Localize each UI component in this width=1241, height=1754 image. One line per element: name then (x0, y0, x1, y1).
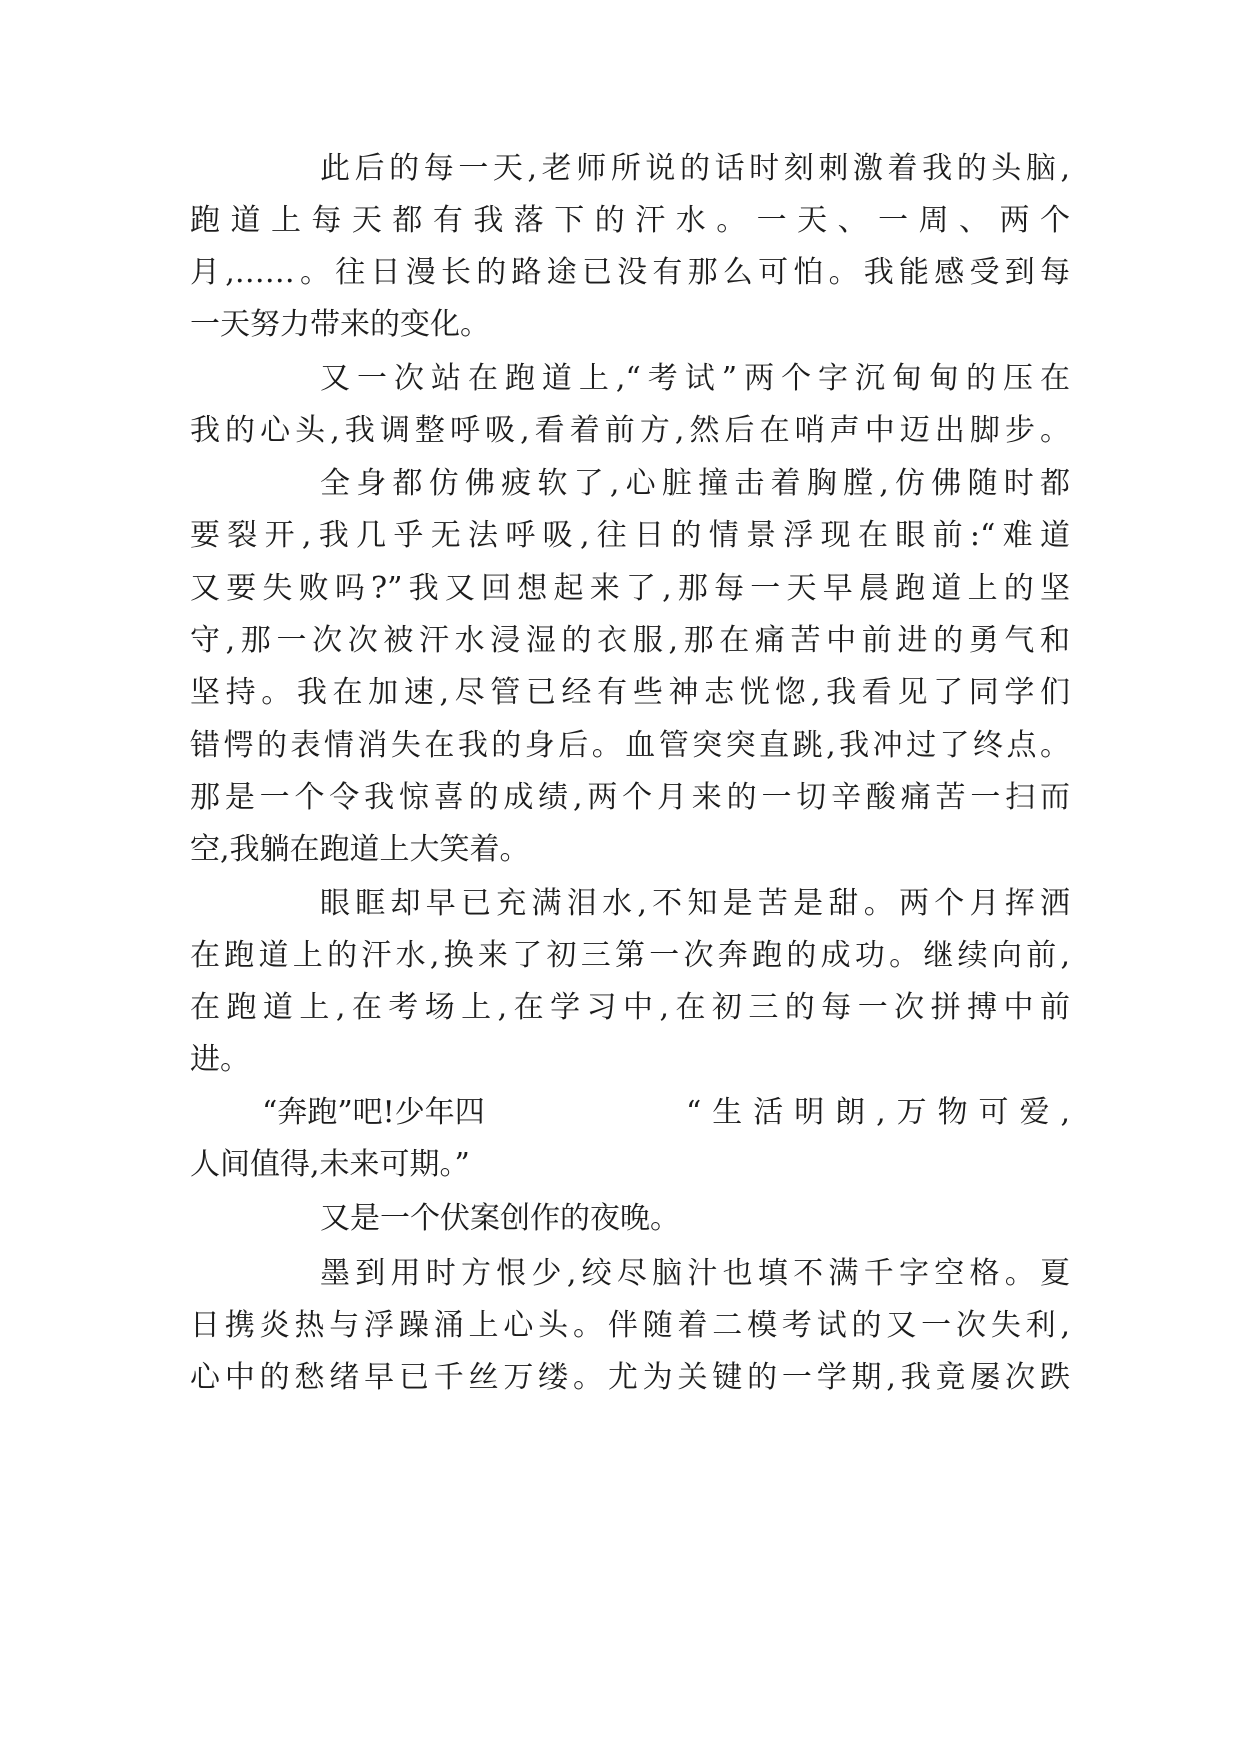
text-line: 月,……。往日漫长的路途已没有那么可怕。我能感受到每 (190, 255, 1070, 290)
text-line: 在跑道上,在考场上,在学习中,在初三的每一次拼搏中前 (190, 990, 1070, 1025)
text-line: 守,那一次次被汗水浸湿的衣服,那在痛苦中前进的勇气和 (190, 623, 1070, 658)
text-line: 在跑道上的汗水,换来了初三第一次奔跑的成功。继续向前, (190, 938, 1070, 973)
text-line: 墨到用时方恨少,绞尽脑汁也填不满千字空格。夏 (320, 1256, 1070, 1291)
text-line: 错愕的表情消失在我的身后。血管突突直跳,我冲过了终点。 (190, 728, 1070, 763)
text-line: 又一次站在跑道上,“考试”两个字沉甸甸的压在 (320, 361, 1070, 396)
text-line: 日携炎热与浮躁涌上心头。伴随着二模考试的又一次失利, (190, 1308, 1070, 1343)
section-title: “奔跑”吧!少年四 (262, 1095, 485, 1130)
text-line: 又是一个伏案创作的夜晚。 (320, 1201, 680, 1236)
text-line: 进。 (190, 1042, 250, 1077)
text-line: 一天努力带来的变化。 (190, 307, 490, 342)
text-line: 心中的愁绪早已千丝万缕。尤为关键的一学期,我竟屡次跌 (190, 1360, 1070, 1395)
text-line: 跑道上每天都有我落下的汗水。一天、一周、两个 (190, 203, 1070, 238)
text-line: 空,我躺在跑道上大笑着。 (190, 832, 530, 867)
text-line: 我的心头,我调整呼吸,看着前方,然后在哨声中迈出脚步。 (190, 413, 1070, 448)
quote-line: “生活明朗,万物可爱, (686, 1095, 1070, 1130)
text-line: 要裂开,我几乎无法呼吸,往日的情景浮现在眼前:“难道 (190, 518, 1070, 553)
text-line: 坚持。我在加速,尽管已经有些神志恍惚,我看见了同学们 (190, 675, 1070, 710)
text-line: 全身都仿佛疲软了,心脏撞击着胸膛,仿佛随时都 (320, 466, 1070, 501)
text-line: 那是一个令我惊喜的成绩,两个月来的一切辛酸痛苦一扫而 (190, 780, 1070, 815)
text-line: 此后的每一天,老师所说的话时刻刺激着我的头脑, (320, 151, 1070, 186)
text-line: 人间值得,未来可期。” (190, 1147, 470, 1182)
text-line: 又要失败吗?”我又回想起来了,那每一天早晨跑道上的坚 (190, 571, 1070, 606)
text-line: 眼眶却早已充满泪水,不知是苦是甜。两个月挥洒 (320, 886, 1070, 921)
